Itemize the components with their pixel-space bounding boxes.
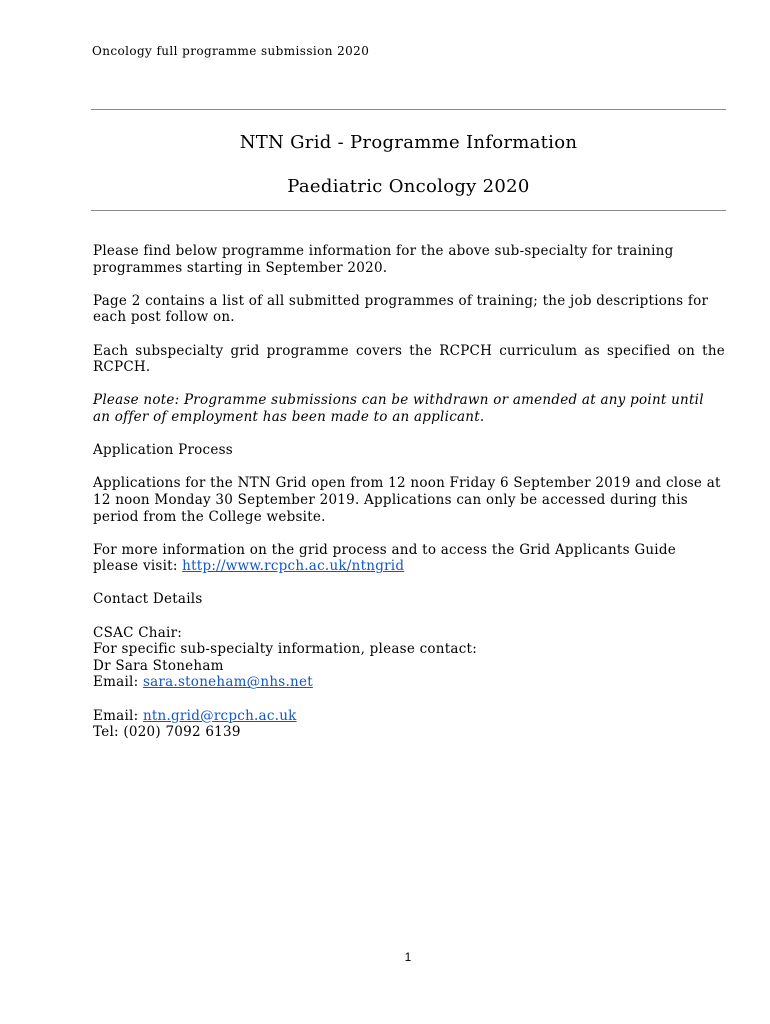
more-info-text: For more information on the grid process and to access the Grid Applicants Guide please visit:: [93, 541, 676, 575]
page2-paragraph: Page 2 contains a list of all submitted programmes of training; the job descriptions for each post follow on.: [93, 292, 709, 326]
contact-name: Dr Sara Stoneham: [93, 657, 224, 674]
intro-paragraph: Please find below programme information for the above sub-specialty for training programmes starting in September 2020.: [93, 243, 674, 276]
more-info-paragraph: [93, 542, 725, 575]
please-note-paragraph: Please note: Programme submissions can be withdrawn or amended at any point until an offer of employment has been made to an applicant.: [93, 392, 704, 425]
page-subtitle: Paediatric Oncology 2020: [287, 176, 530, 197]
curriculum-paragraph: Each subspecialty grid programme covers the RCPCH curriculum as specified on the RCPCH.: [93, 342, 725, 376]
top-divider: [91, 109, 726, 110]
contact-heading: Contact Details: [93, 591, 203, 608]
application-dates-paragraph: Applications for the NTN Grid open from 12 noon Friday 6 September 2019 and close at 12 noon Monday 30 September 2019. Applications can only be accessed during this period from the College website.: [93, 475, 721, 525]
page-number: 1: [404, 950, 412, 964]
running-header: Oncology full programme submission 2020: [92, 44, 370, 58]
general-email-label: Email:: [93, 707, 143, 724]
specific-info-line: For specific sub-specialty information, please contact:: [93, 641, 478, 658]
ntn-grid-email-link[interactable]: ntn.grid@rcpch.ac.uk: [142, 707, 297, 724]
csac-chair-label: CSAC Chair:: [93, 624, 183, 641]
ntngrid-link[interactable]: http://www.rcpch.ac.uk/ntngrid: [182, 558, 405, 575]
contact-email-line: [93, 674, 725, 691]
general-email-line: [93, 708, 725, 725]
application-heading: Application Process: [93, 442, 233, 459]
bottom-divider: [91, 210, 726, 211]
chair-email-link[interactable]: sara.stoneham@nhs.net: [142, 674, 313, 691]
email-label: Email:: [93, 674, 143, 691]
page-title: NTN Grid - Programme Information: [239, 132, 578, 153]
document-body: [93, 243, 725, 741]
telephone-line: Tel: (020) 7092 6139: [93, 724, 241, 741]
